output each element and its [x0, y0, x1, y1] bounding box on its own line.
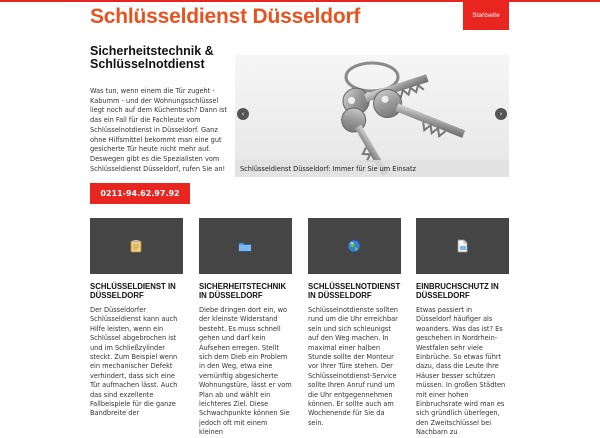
slider-prev-arrow-icon[interactable]: ‹: [237, 108, 249, 120]
feature-schluesseldienst: [90, 218, 183, 419]
site-title[interactable]: Schlüsseldienst Düsseldorf: [90, 5, 361, 28]
image-slider: [235, 55, 509, 177]
intro-heading: Sicherheitstechnik & Schlüsselnotdienst: [90, 44, 214, 71]
top-accent-bar: [0, 0, 600, 2]
nav-item-startseite[interactable]: Startseite: [463, 0, 509, 30]
feature-thumbnail[interactable]: [199, 218, 292, 274]
phone-button[interactable]: 0211-94.62.97.92: [90, 183, 190, 204]
clipboard-icon: [129, 239, 143, 253]
slider-next-arrow-icon[interactable]: ›: [495, 108, 507, 120]
feature-text: Etwas passiert in Düsseldorf häufiger als woanders. Was das ist? Es geschehen in Nordrhein-Westfalen sehr viele Einbrüche. So etwas führt dazu, dass die Leute Ihre Häuser besser schützen müssen. In großen Städten mit einer hohen Einbruchsrate wird man es sich gründlich überlegen, den Zweitschlüssel bei Nachbarn zu: [416, 306, 506, 437]
feature-thumbnail[interactable]: [90, 218, 183, 274]
folder-icon: [238, 239, 252, 253]
feature-schluesselnotdienst: [308, 218, 401, 428]
document-icon: [455, 239, 469, 253]
feature-text: Diebe dringen dort ein, wo der kleinste Widerstand besteht. Es muss schnell gehen und darf kein Aufsehen erregen. Stellt sich dem Dieb ein Problem in den Weg, etwa eine vernünftig abgesicherte Wohnungstüre, lässt er vom Plan ab und wählt ein leichteres Ziel. Diese Schwachpunkte können Sie jedoch oft mit einem kleinen: [199, 306, 292, 437]
feature-title[interactable]: SCHLÜSSELNOTDIENST IN DÜSSELDORF: [308, 282, 401, 300]
feature-einbruchschutz: [416, 218, 509, 438]
slider-caption: Schlüsseldienst Düsseldorf: Immer für Sie um Einsatz: [235, 160, 509, 177]
intro-text: Was tun, wenn einem die Tür zugeht - Kabumm - und der Wohnungsschlüssel liegt noch auf dem Küchentisch? Dann ist das ein Fall für die Fachleute vom Schlüsselnotdienst in Düsseldorf. Ganz ohne Hilfsmittel bekommt man eine gut gesicherte Tür heute nicht mehr auf. Deswegen gibt es die Spezialisten vom Schlüsseldienst Düsseldorf, rufen Sie an!: [90, 87, 227, 173]
feature-title[interactable]: SCHLÜSSELDIENST IN DÜSSELDORF: [90, 282, 176, 300]
feature-title[interactable]: EINBRUCHSCHUTZ IN DÜSSELDORF: [416, 282, 499, 300]
globe-icon: [347, 239, 361, 253]
feature-sicherheitstechnik: [199, 218, 292, 438]
feature-title[interactable]: SICHERHEITSTECHNIK IN DÜSSELDORF: [199, 282, 287, 300]
feature-text: Der Düsseldorfer Schlüsseldienst kann auch Hilfe leisten, wenn ein Schlüssel abgebrochen ist und im Schließzylinder steckt. Zum Beispiel wenn ein mechanischer Defekt verhindert, dass sich eine Tür aufmachen lässt. Auch das sind exzellente Fallbeispiele für die ganze Bandbreite der: [90, 306, 178, 418]
feature-text: Schlüsselnotdienste sollten rund um die Uhr erreichbar sein und sich schleunigst auf den Weg machen. In maximal einer halben Stunde sollte der Monteur vor Ihrer Türe stehen. Der Schlüsselnotdienst-Service sollte Ihren Anruf rund um die Uhr entgegennehmen können. Er sollte auch am Wochenende für Sie da sein.: [308, 306, 398, 427]
keys-image: [235, 55, 509, 177]
feature-thumbnail[interactable]: [308, 218, 401, 274]
feature-thumbnail[interactable]: [416, 218, 509, 274]
